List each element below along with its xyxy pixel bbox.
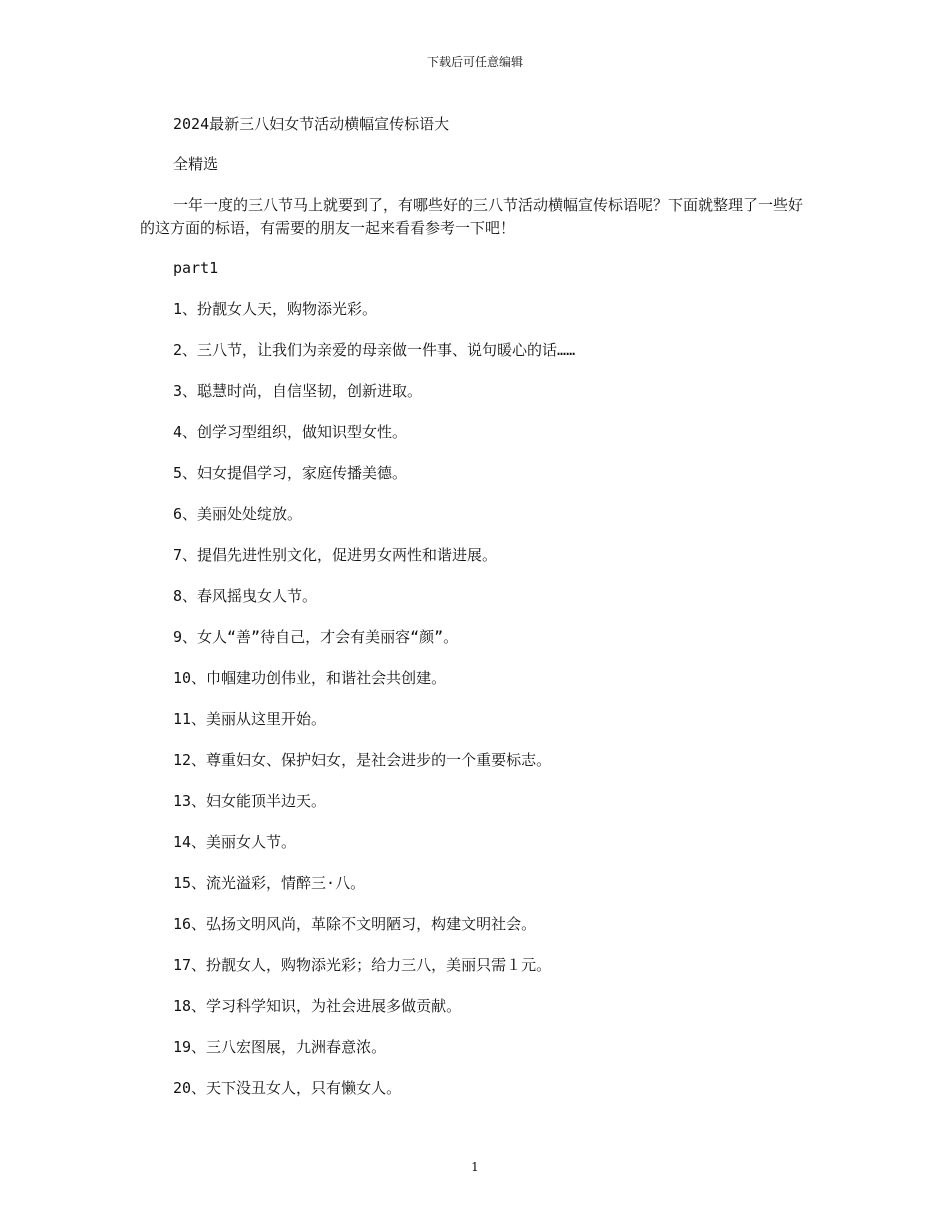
- slogan-item: 9、女人“善”待自己，才会有美丽容“颜”。: [173, 628, 459, 646]
- slogan-item: 16、弘扬文明风尚，革除不文明陋习，构建文明社会。: [173, 915, 537, 933]
- slogan-item: 17、扮靓女人，购物添光彩；给力三八，美丽只需１元。: [173, 956, 552, 974]
- slogan-item: 1、扮靓女人天，购物添光彩。: [173, 300, 378, 318]
- slogan-item: 3、聪慧时尚，自信坚韧，创新进取。: [173, 382, 423, 400]
- header-text: 下载后可任意编辑: [426, 55, 523, 69]
- slogan-item: 7、提倡先进性别文化，促进男女两性和谐进展。: [173, 546, 498, 564]
- slogan-list: [140, 299, 812, 1099]
- page-footer: [0, 1159, 950, 1175]
- slogan-item: 15、流光溢彩，情醉三·八。: [173, 874, 366, 892]
- slogan-item: 18、学习科学知识，为社会进展多做贡献。: [173, 997, 462, 1015]
- document-body: [140, 114, 812, 1119]
- slogan-item: 12、尊重妇女、保护妇女，是社会进步的一个重要标志。: [173, 751, 552, 769]
- slogan-item: 4、创学习型组织，做知识型女性。: [173, 423, 408, 441]
- document-title-line-1: 2024最新三八妇女节活动横幅宣传标语大: [173, 115, 450, 133]
- slogan-item: 6、美丽处处绽放。: [173, 505, 303, 523]
- slogan-item: 10、巾帼建功创伟业，和谐社会共创建。: [173, 669, 447, 687]
- part-label: part1: [173, 259, 219, 277]
- slogan-item: 19、三八宏图展，九洲春意浓。: [173, 1038, 387, 1056]
- slogan-item: 2、三八节，让我们为亲爱的母亲做一件事、说句暖心的话……: [173, 341, 576, 359]
- slogan-item: 20、天下没丑女人，只有懒女人。: [173, 1079, 402, 1097]
- document-title-line-2: 全精选: [173, 155, 219, 173]
- slogan-item: 5、妇女提倡学习，家庭传播美德。: [173, 464, 408, 482]
- slogan-item: 13、妇女能顶半边天。: [173, 792, 327, 810]
- slogan-item: 11、美丽从这里开始。: [173, 710, 327, 728]
- page-header: [0, 54, 950, 70]
- intro-paragraph: 一年一度的三八节马上就要到了，有哪些好的三八节活动横幅宣传标语呢？下面就整理了一些好的这方面的标语，有需要的朋友一起来看看参考一下吧！: [140, 196, 804, 237]
- page-number: 1: [471, 1160, 479, 1174]
- slogan-item: 14、美丽女人节。: [173, 833, 297, 851]
- slogan-item: 8、春风摇曳女人节。: [173, 587, 318, 605]
